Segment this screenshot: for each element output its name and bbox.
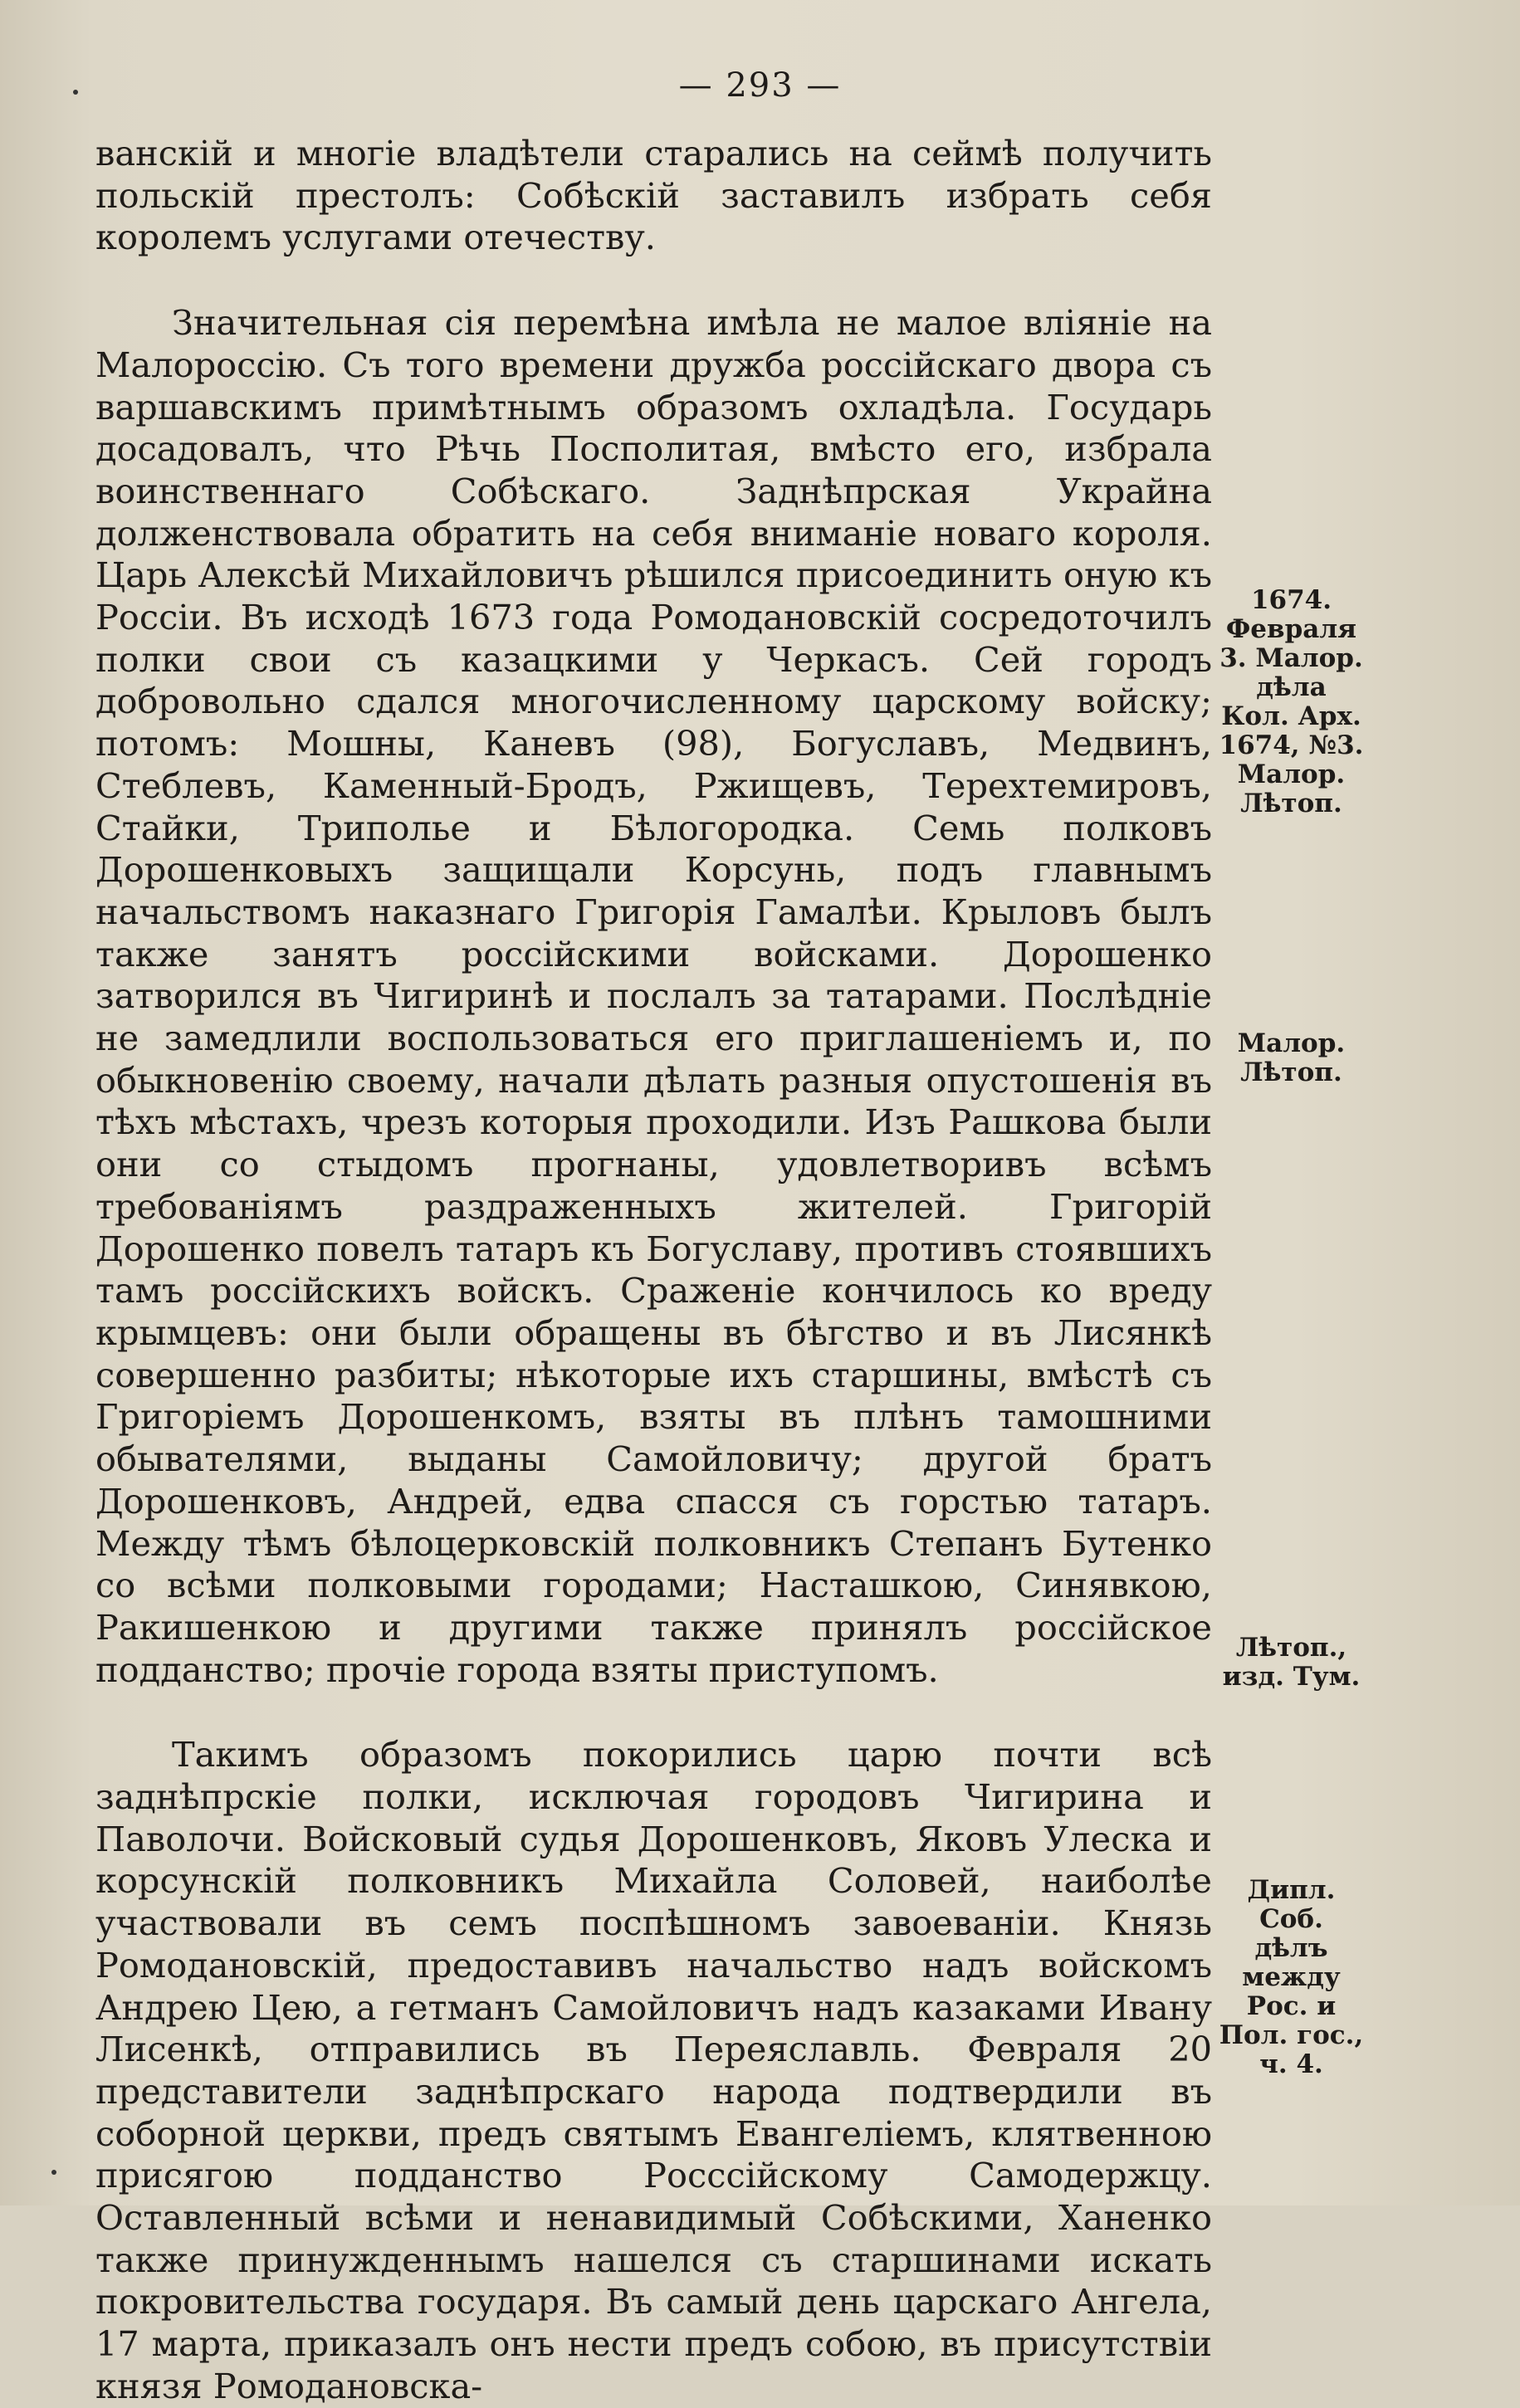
paragraph: Такимъ образомъ покорились царю почти всѣ заднѣпрскіе полки, исключая городовъ Чигирина и Паволочи. Войсковый судья Дорошенковъ, Яковъ Улеска и корсунскій полковникъ Михайла Соловей, наиболѣе участвовали въ семъ поспѣшномъ завоеваніи. Князь Ромодановскій, предоставивъ начальство надъ войскомъ Андрею Цею, а гетманъ Самойловичъ надъ казаками Ивану Лисенкѣ, отправились въ Переяславль. Февраля 20 представители заднѣпрскаго народа подтвердили въ соборной церкви, предъ святымъ Евангеліемъ, клятвенною присягою подданство Росссійскому Самодержцу. Оставленный всѣми и ненавидимый Собѣскими, Ханенко также принужденнымъ нашелся съ старшинами искать покровительства государя. Въ самый день царскаго Ангела, 17 марта, приказалъ онъ нести предъ собою, въ присутствіи князя Ромодановска- [95, 1734, 1212, 2406]
margin-note: Лѣтоп., изд. Тум. [1222, 1633, 1361, 1692]
speck [51, 2170, 56, 2175]
paragraph: ванскій и многіе владѣтели старались на сеймѣ получить польскій престолъ: Собѣскій заставилъ избрать себя королемъ услугами отечеству. [95, 133, 1212, 258]
margin-note: 1674. Февраля 3. Малор. дѣла Кол. Арх. 1674, №3. Малор. Лѣтоп. [1219, 585, 1364, 818]
paragraph: Значительная сія перемѣна имѣла не малое вліяніе на Малороссію. Съ того времени дружба россійскаго двора съ варшавскимъ примѣтнымъ образомъ охладѣла. Государь досадовалъ, что Рѣчь Посполитая, вмѣсто его, избрала воинственнаго Собѣскаго. Заднѣпрская Украйна долженствовала обратить на себя вниманіе новаго короля. Царь Алексѣй Михайловичъ рѣшился присоединить оную къ Россіи. Въ исходѣ 1673 года Ромодановскій сосредоточилъ полки свои съ казацкими у Черкасъ. Сей городъ добровольно сдался многочисленному царскому войску; потомъ: Мошны, Каневъ (98), Богуславъ, Медвинъ, Стеблевъ, Каменный-Бродъ, Ржищевъ, Терехтемировъ, Стайки, Триполье и Бѣлогородка. Семь полковъ Дорошенковыхъ защищали Корсунь, подъ главнымъ начальствомъ наказнаго Григорія Гамалѣи. Крыловъ былъ также занятъ россійскими войсками. Дорошенко затворился въ Чигиринѣ и послалъ за татарами. Послѣдніе не замедлили воспользоваться его приглашеніемъ и, по обыкновенію своему, начали дѣлать разныя опустошенія въ тѣхъ мѣстахъ, чрезъ которыя проходили. Изъ Рашкова были они со стыдомъ прогнаны, удовлетворивъ всѣмъ требованіямъ раздраженныхъ жителей. Григорій Дорошенко повелъ татаръ къ Богуславу, противъ стоявшихъ тамъ россійскихъ войскъ. Сраженіе кончилось ко вреду крымцевъ: они были обращены въ бѣгство и въ Лисянкѣ совершенно разбиты; нѣкоторые ихъ старшины, вмѣстѣ съ Григоріемъ Дорошенкомъ, взяты въ плѣнъ тамошними обывателями, выданы Самойловичу; другой братъ Дорошенковъ, Андрей, едва спасся съ горстью татаръ. Между тѣмъ бѣлоцерковскій полковникъ Степанъ Бутенко со всѣми полковыми городами; Насташкою, Синявкою, Ракишенкою и другими также принялъ россійское подданство; прочіе города взяты приступомъ. [95, 302, 1212, 1690]
page-number: — 293 — [678, 66, 842, 105]
margin-note: Малор. Лѣтоп. [1237, 1028, 1346, 1087]
margin-note: Дипл. Соб. дѣлъ между Рос. и Пол. гос., ч. 4. [1219, 1875, 1364, 2079]
main-text [95, 133, 1212, 2408]
